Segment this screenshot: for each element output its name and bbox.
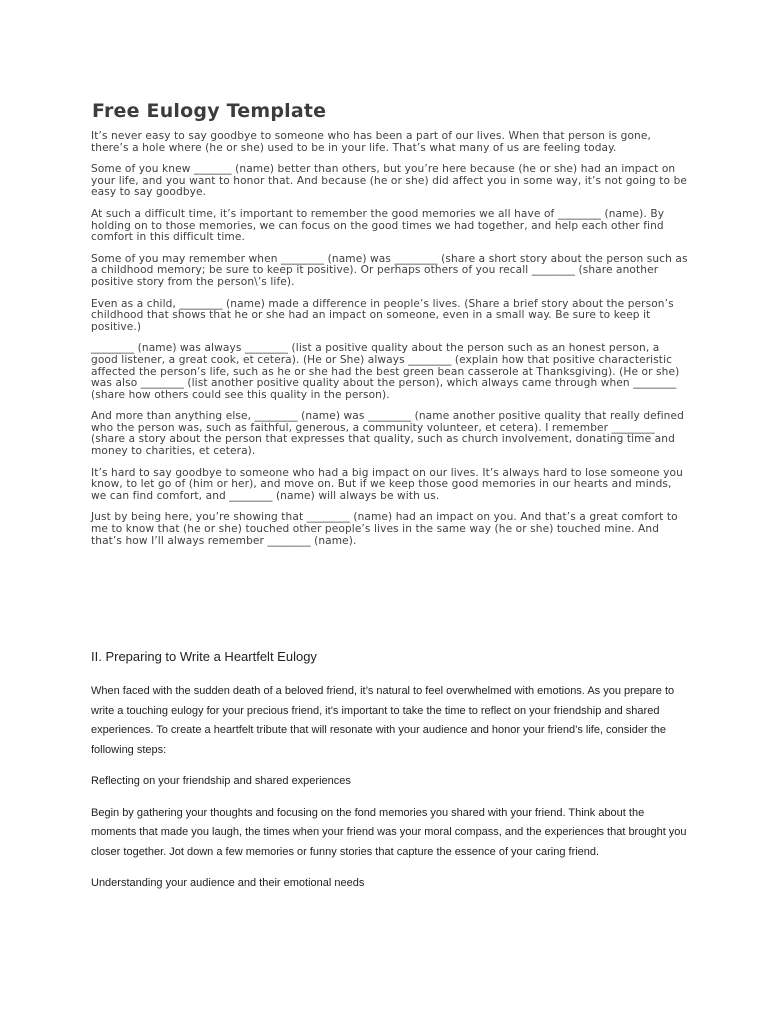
template-paragraph-2: Some of you knew _______ (name) better than others, but you’re here because (he or she) had an impact on your life, and you want to honor that. And because (he or she) did affect you in some way, it’s not going to be easy to say goodbye.: [91, 163, 688, 199]
template-paragraph-7: And more than anything else, ________ (name) was ________ (name another positive quality that really defined who the person was, such as faithful, generous, a community volunteer, et cetera). I remember ________ (share a story about the person that expresses that quality, such as church involvement, donating time and money to charities, et cetera).: [91, 410, 684, 458]
template-paragraph-1: It’s never easy to say goodbye to someone who has been a part of our lives. When that person is gone, there’s a hole where (he or she) used to be in your life. That’s what many of us are feeling today.: [91, 130, 651, 154]
template-paragraph-6: ________ (name) was always ________ (list a positive quality about the person such as an honest person, a good listener, a great cook, et cetera). (He or She) always ________ (explain how that positive characteristic affected the person’s life, such as he or she had the best green bean casserole at Thanksgiving). (He or she) was also ________ (list another positive quality about the person), which always came through when ________ (share how others could see this quality in the person).: [91, 342, 680, 401]
document-body: [91, 646, 691, 906]
template-paragraph-9: Just by being here, you’re showing that ________ (name) had an impact on you. And that’s a great comfort to me to know that (he or she) touched other people’s lives in the same way (he or she) touched mine. And that’s how I’ll always remember ________ (name).: [91, 511, 678, 547]
subheading-reflecting: Reflecting on your friendship and shared experiences: [91, 775, 351, 787]
section-heading: II. Preparing to Write a Heartfelt Eulogy: [91, 649, 317, 664]
eulogy-template-image: [88, 100, 688, 645]
intro-paragraph: When faced with the sudden death of a beloved friend, it’s natural to feel overwhelmed with emotions. As you prepare to write a touching eulogy for your precious friend, it’s important to take the time to reflect on your friendship and shared experiences. To create a heartfelt tribute that will resonate with your audience and honor your friend’s life, consider the following steps:: [91, 685, 675, 756]
template-paragraph-4: Some of you may remember when ________ (name) was ________ (share a short story about the person such as a childhood memory; be sure to keep it positive). Or perhaps others of you recall ________ (share another positive story from the person\’s life).: [91, 252, 688, 288]
reflecting-paragraph: Begin by gathering your thoughts and focusing on the fond memories you shared with your friend. Think about the moments that made you laugh, the times when your friend was your moral compass, and the experiences that brought you closer together. Jot down a few memories or funny stories that capture the essence of your caring friend.: [91, 806, 687, 858]
template-title: Free Eulogy Template: [92, 100, 327, 122]
subheading-audience: Understanding your audience and their emotional needs: [91, 877, 365, 889]
template-paragraph-8: It’s hard to say goodbye to someone who had a big impact on our lives. It’s always hard to lose someone you know, to let go of (him or her), and move on. But if we keep those good memories in our hearts and minds, we can find comfort, and ________ (name) will always be with us.: [91, 466, 683, 502]
template-paragraph-5: Even as a child, ________ (name) made a difference in people’s lives. (Share a brief story about the person’s childhood that shows that he or she had an impact on someone, even in a small way. Be sure to keep it positive.): [91, 297, 674, 333]
template-paragraph-3: At such a difficult time, it’s important to remember the good memories we all have of ________ (name). By holding on to those memories, we can focus on the good times we had together, and help each other find comfort in this difficult time.: [91, 207, 665, 244]
